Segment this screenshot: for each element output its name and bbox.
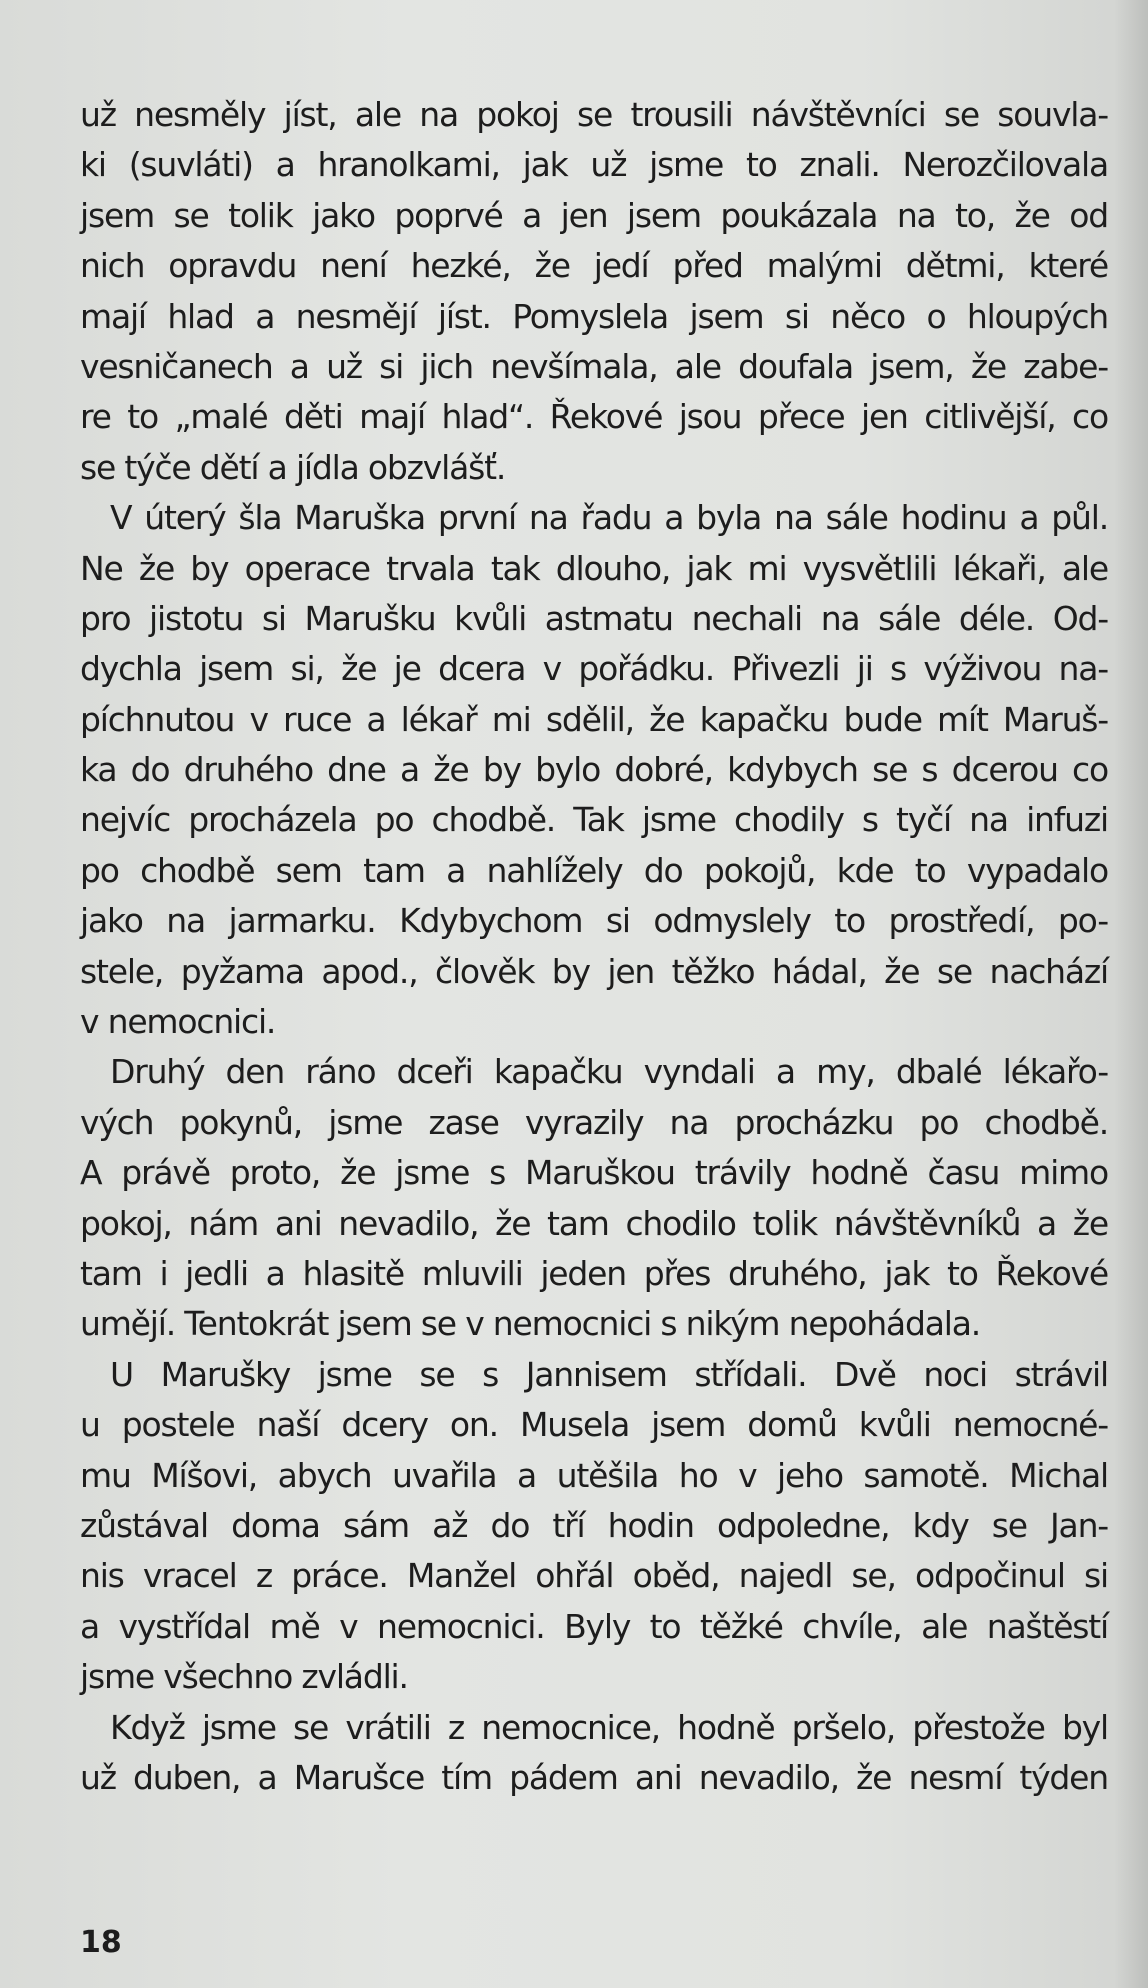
text-line: u postele naší dcery on. Musela jsem domů kvůli nemocné-	[80, 1405, 1108, 1445]
text-line: dychla jsem si, že je dcera v pořádku. Přivezli ji s výživou na-	[80, 649, 1108, 689]
text-line: už nesměly jíst, ale na pokoj se trousili návštěvníci se souvla-	[80, 95, 1108, 134]
text-line: píchnutou v ruce a lékař mi sdělil, že kapačku bude mít Maruš-	[80, 699, 1108, 739]
text-line: pokoj, nám ani nevadilo, že tam chodilo tolik návštěvníků a že	[80, 1203, 1108, 1243]
text-line: vých pokynů, jsme zase vyrazily na procházku po chodbě.	[80, 1102, 1108, 1142]
text-line: mu Míšovi, abych uvařila a utěšila ho v jeho samotě. Michal	[80, 1455, 1108, 1495]
text-line: po chodbě sem tam a nahlížely do pokojů, kde to vypadalo	[80, 850, 1108, 890]
text-line: zůstával doma sám až do tří hodin odpoledne, kdy se Jan-	[80, 1505, 1108, 1545]
text-line: ka do druhého dne a že by bylo dobré, kdybych se s dcerou co	[80, 750, 1108, 790]
text-line: ki (suvláti) a hranolkami, jak už jsme to znali. Nerozčilovala	[80, 145, 1108, 185]
text-line: nich opravdu není hezké, že jedí před malými dětmi, které	[80, 246, 1108, 286]
text-line: U Marušky jsme se s Jannisem střídali. Dvě noci strávil	[110, 1354, 1108, 1394]
text-line: mají hlad a nesmějí jíst. Pomyslela jsem si něco o hloupých	[80, 296, 1108, 336]
text-line: vesničanech a už si jich nevšímala, ale doufala jsem, že zabe-	[80, 346, 1108, 386]
text-line: A právě proto, že jsme s Maruškou trávily hodně času mimo	[80, 1153, 1108, 1193]
text-line: umějí. Tentokrát jsem se v nemocnici s nikým nepohádala.	[80, 1304, 980, 1344]
text-line: Když jsme se vrátili z nemocnice, hodně pršelo, přestože byl	[110, 1707, 1108, 1747]
text-line: jsem se tolik jako poprvé a jen jsem poukázala na to, že od	[80, 195, 1108, 235]
text-line: v nemocnici.	[80, 1002, 276, 1042]
text-line: jako na jarmarku. Kdybychom si odmyslely to prostředí, po-	[80, 901, 1108, 941]
text-line: nis vracel z práce. Manžel ohřál oběd, najedl se, odpočinul si	[80, 1556, 1108, 1596]
page-edge-shadow	[1114, 0, 1148, 1988]
body-text	[80, 90, 1108, 1803]
text-line: Ne že by operace trvala tak dlouho, jak mi vysvětlili lékaři, ale	[80, 548, 1108, 588]
text-line: pro jistotu si Marušku kvůli astmatu nechali na sále déle. Od-	[80, 598, 1108, 638]
text-line: nejvíc procházela po chodbě. Tak jsme chodily s tyčí na infuzi	[80, 800, 1108, 840]
text-line: už duben, a Marušce tím pádem ani nevadilo, že nesmí týden	[80, 1757, 1108, 1797]
text-line: jsme všechno zvládli.	[80, 1657, 408, 1697]
page-number: 18	[80, 1925, 122, 1960]
text-line: Druhý den ráno dceři kapačku vyndali a my, dbalé lékařo-	[110, 1052, 1108, 1092]
text-line: tam i jedli a hlasitě mluvili jeden přes druhého, jak to Řekové	[80, 1253, 1108, 1293]
text-line: re to „malé děti mají hlad“. Řekové jsou přece jen citlivější, co	[80, 397, 1108, 437]
text-line: a vystřídal mě v nemocnici. Byly to těžké chvíle, ale naštěstí	[80, 1606, 1108, 1646]
text-line: V úterý šla Maruška první na řadu a byla na sále hodinu a půl.	[110, 498, 1108, 538]
text-line: se týče dětí a jídla obzvlášť.	[80, 447, 506, 487]
text-line: stele, pyžama apod., člověk by jen těžko hádal, že se nachází	[80, 951, 1108, 991]
